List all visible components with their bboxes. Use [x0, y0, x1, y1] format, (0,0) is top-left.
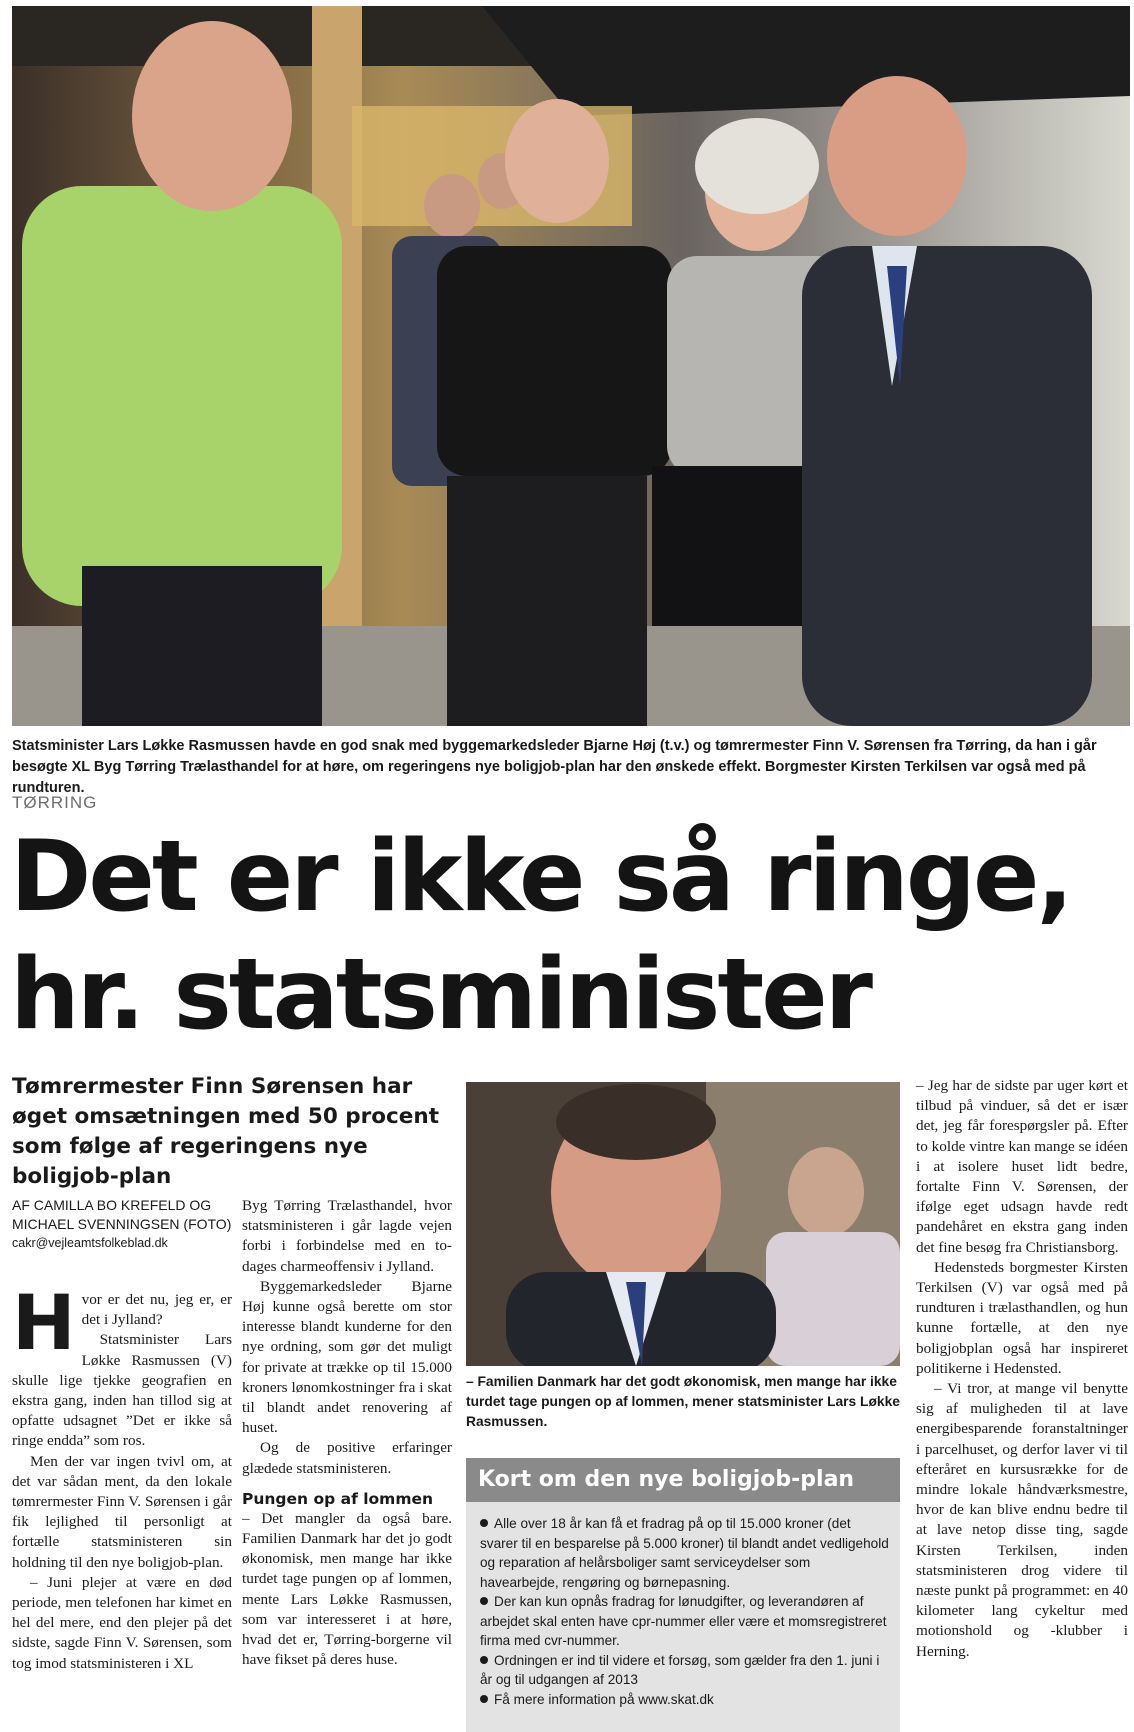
factbox-list [466, 1502, 900, 1709]
article-column-4 [916, 1076, 1128, 1662]
inset-caption: – Familien Danmark har det godt økonomisk, men mange har ikke turdet tage pungen op af lommen, mener statsminister Lars Løkke Rasmussen. [466, 1374, 900, 1429]
article-column-2 [242, 1196, 452, 1670]
paragraph: – Juni plejer at være en død periode, men telefonen har kimet en hel del mere, end den plejer på det sidste, sagde Finn V. Sørensen, som tog imod statsministeren i XL [12, 1573, 232, 1672]
byline [12, 1196, 232, 1253]
factbox [466, 1458, 900, 1732]
paragraph: Statsminister Lars Løkke Rasmussen (V) skulle lige tjekke geografien en ekstra gang, inden han tillod sig at opfatte udsagnet ”Det er ikke så ringe endda” som ros. [12, 1331, 232, 1450]
bullet-icon [480, 1519, 488, 1527]
bullet-icon [480, 1656, 488, 1664]
inset-photo-illustration [466, 1082, 900, 1366]
inset-photo [466, 1082, 900, 1366]
subheadline: Tømrermester Finn Sørensen har øget omsætningen med 50 procent som følge af regeringens nye boligjob-plan [12, 1074, 439, 1189]
person-suit [827, 76, 967, 236]
paragraph: – Vi tror, at mange vil benytte sig af muligheden til at lave energibesparende foranstaltninger i parcelhuset, og derfor laver vi til efteråret en kursusrække for de mindre lokale håndværksmestre, hvor de kan blive endnu bedre til at lave netop disse ting, sagde Kirsten Terkilsen, inden statsministeren drog videre til næste punkt på programmet: en 40 kilometer lang cykeltur med motionshold og -klubber i Herning. [916, 1380, 1128, 1660]
person-black-tee [505, 99, 609, 223]
bullet-icon [480, 1695, 488, 1703]
main-photo-illustration [12, 6, 1130, 726]
headline-line-2: hr. statsminister [10, 938, 870, 1052]
section-heading: Pungen op af lommen [242, 1489, 434, 1508]
article-column-1 [12, 1278, 232, 1674]
factbox-title: Kort om den nye boligjob-plan [466, 1458, 900, 1502]
photo-caption: Statsminister Lars Løkke Rasmussen havde en god snak med byggemarkedsleder Bjarne Høj (t.v.) og tømrermester Finn V. Sørensen fra Tørring, da han i går besøgte XL Byg Tørring Trælasthandel for at høre, om regeringens nye boligjob-plan har den ønskede effekt. Borgmester Kirsten Terkilsen var også med på rundturen. [12, 738, 1097, 796]
kicker: TØRRING [12, 793, 98, 812]
paragraph: – Jeg har de sidste par uger kørt et tilbud på vinduer, så det er især det, jeg får forespørgsler på. Efter to kolde vintre kan mange se idéen i at isolere huset lidt bedre, fortalte Finn V. Sørensen, der ifølge eget udsagn havde redt pandehåret en ekstra gang inden det fine besøg fra Christiansborg. [916, 1077, 1128, 1256]
paragraph: Og de positive erfaringer glædede statsministeren. [242, 1439, 452, 1477]
paragraph: Hedensteds borgmester Kirsten Terkilsen (V) var også med på rundturen i trælasthandlen, og hun kunne fortælle, at den nye boligjobplan også har inspireret politikerne i Hedensted. [916, 1258, 1128, 1377]
byline-line-1: AF CAMILLA BO KREFELD OG [12, 1197, 212, 1213]
paragraph: – Det mangler da også bare. Familien Danmark har det jo godt økonomisk, men mange har ikke turdet tage pungen op af lommen, mente Lars Løkke Rasmussen, som var interesseret i at høre, hvad det er, Tørring-borgerne vil have fikset på deres huse. [242, 1509, 452, 1669]
headline-line-1: Det er ikke så ringe, [10, 820, 1071, 934]
bullet-icon [480, 1597, 488, 1605]
factbox-item: Alle over 18 år kan få et fradrag på op til 15.000 kroner (det svarer til en besparelse på 5.000 kroner) til blandt andet vedligehold og reparation af helårsboliger samt serviceydelser som havearbejde, rengøring og børnepasning. [480, 1516, 889, 1590]
byline-line-2: MICHAEL SVENNINGSEN (FOTO) [12, 1216, 232, 1232]
headline [10, 818, 1120, 1054]
paragraph: Byg Tørring Trælasthandel, hvor statsministeren i går lagde vejen forbi i forbindelse med en to-dages charmeoffensiv i Jylland. [242, 1197, 452, 1275]
factbox-item: Få mere information på www.skat.dk [480, 1690, 890, 1710]
paragraph: vor er det nu, jeg er, er det i Jylland? [81, 1291, 232, 1329]
factbox-item: Ordningen er ind til videre et forsøg, som gælder fra den 1. juni i år og til udgangen af 2013 [480, 1652, 880, 1687]
paragraph: Byggemarkedsleder Bjarne Høj kunne også berette om stor interesse blandt kunderne for den nye ordning, som gør det muligt for private at trække op til 15.000 kroners lønomkostninger fra i skat til blandt andet renovering af huset. [242, 1277, 452, 1437]
byline-email: cakr@vejleamtsfolkeblad.dk [12, 1236, 168, 1250]
dropcap: H [12, 1278, 76, 1367]
factbox-item: Der kan kun opnås fradrag for lønudgifter, og leverandøren af arbejdet skal enten have cpr-nummer eller være et momsregistreret firma med cvr-nummer. [480, 1594, 887, 1648]
paragraph: Men der var ingen tvivl om, at det var sådan ment, da den lokale tømrermester Finn V. Sørensen i går fik lejlighed til personligt at fortælle statsministeren sin holdning til den nye boligjob-plan. [12, 1452, 232, 1571]
main-photo [12, 6, 1130, 726]
person-green-polo [22, 186, 342, 606]
